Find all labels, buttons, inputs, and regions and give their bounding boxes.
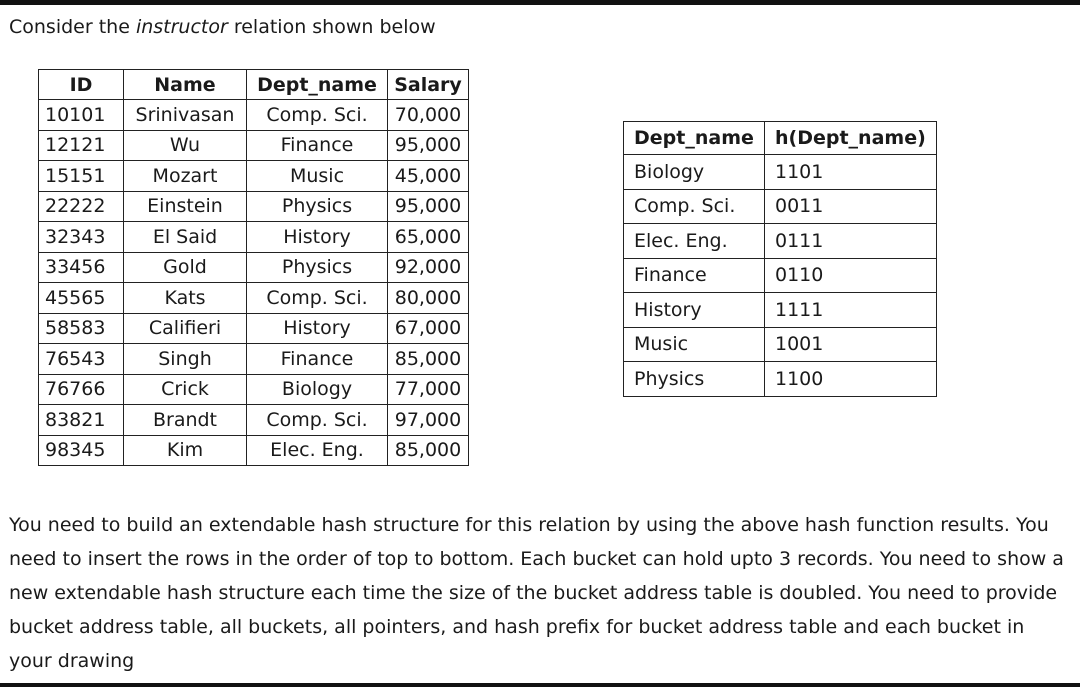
instructor-row <box>39 222 469 253</box>
instructor-name-cell: Einstein <box>124 191 247 222</box>
task-description <box>9 508 1071 678</box>
hash-row <box>624 189 937 224</box>
instructor-dept-cell: Finance <box>247 130 388 161</box>
instructor-id-cell: 76543 <box>39 344 124 375</box>
intro-suffix: relation shown below <box>227 16 436 38</box>
instructor-salary-cell: 95,000 <box>388 130 469 161</box>
instructor-salary-cell: 85,000 <box>388 344 469 375</box>
hash-value-cell: 1101 <box>765 155 937 190</box>
instructor-row <box>39 191 469 222</box>
hash-row <box>624 362 937 397</box>
instructor-id-cell: 15151 <box>39 161 124 192</box>
hash-value-cell: 0111 <box>765 224 937 259</box>
instructor-name-cell: El Said <box>124 222 247 253</box>
hash-header-dept: Dept_name <box>624 122 765 155</box>
instructor-name-cell: Brandt <box>124 405 247 436</box>
intro-emphasis: instructor <box>135 16 228 38</box>
instructor-header-row <box>39 70 469 100</box>
instructor-name-cell: Kim <box>124 435 247 466</box>
instructor-dept-cell: Biology <box>247 374 388 405</box>
instructor-dept-cell: Comp. Sci. <box>247 405 388 436</box>
instructor-name-cell: Gold <box>124 252 247 283</box>
hash-body <box>624 155 937 397</box>
hash-row <box>624 224 937 259</box>
hash-value-cell: 0011 <box>765 189 937 224</box>
instructor-id-cell: 45565 <box>39 283 124 314</box>
instructor-row <box>39 100 469 131</box>
instructor-header-dept: Dept_name <box>247 70 388 100</box>
instructor-row <box>39 130 469 161</box>
hash-function-table <box>623 121 937 397</box>
instructor-row <box>39 283 469 314</box>
hash-dept-cell: Elec. Eng. <box>624 224 765 259</box>
hash-dept-cell: History <box>624 293 765 328</box>
hash-dept-cell: Physics <box>624 362 765 397</box>
instructor-dept-cell: Finance <box>247 344 388 375</box>
instructor-id-cell: 32343 <box>39 222 124 253</box>
instructor-body <box>39 100 469 466</box>
hash-row <box>624 293 937 328</box>
instructor-name-cell: Srinivasan <box>124 100 247 131</box>
hash-row <box>624 258 937 293</box>
instructor-salary-cell: 67,000 <box>388 313 469 344</box>
instructor-dept-cell: History <box>247 313 388 344</box>
instructor-row <box>39 435 469 466</box>
intro-prefix: Consider the <box>9 16 136 38</box>
instructor-id-cell: 33456 <box>39 252 124 283</box>
instructor-id-cell: 10101 <box>39 100 124 131</box>
instructor-dept-cell: Comp. Sci. <box>247 100 388 131</box>
instructor-row <box>39 161 469 192</box>
intro-text <box>9 15 436 39</box>
hash-header-value: h(Dept_name) <box>765 122 937 155</box>
instructor-id-cell: 22222 <box>39 191 124 222</box>
instructor-id-cell: 76766 <box>39 374 124 405</box>
instructor-name-cell: Crick <box>124 374 247 405</box>
instructor-dept-cell: Physics <box>247 252 388 283</box>
instructor-salary-cell: 70,000 <box>388 100 469 131</box>
hash-dept-cell: Comp. Sci. <box>624 189 765 224</box>
instructor-name-cell: Mozart <box>124 161 247 192</box>
hash-dept-cell: Finance <box>624 258 765 293</box>
instructor-id-cell: 58583 <box>39 313 124 344</box>
instructor-name-cell: Wu <box>124 130 247 161</box>
instructor-salary-cell: 45,000 <box>388 161 469 192</box>
instructor-header-name: Name <box>124 70 247 100</box>
instructor-row <box>39 344 469 375</box>
instructor-id-cell: 98345 <box>39 435 124 466</box>
instructor-id-cell: 83821 <box>39 405 124 436</box>
hash-row <box>624 327 937 362</box>
instructor-row <box>39 405 469 436</box>
hash-row <box>624 155 937 190</box>
instructor-dept-cell: Physics <box>247 191 388 222</box>
hash-value-cell: 1111 <box>765 293 937 328</box>
instructor-name-cell: Kats <box>124 283 247 314</box>
hash-value-cell: 1100 <box>765 362 937 397</box>
instructor-header-salary: Salary <box>388 70 469 100</box>
task-paragraph: You need to build an extendable hash structure for this relation by using the above hash function results. You need to insert the rows in the order of top to bottom. Each bucket can hold upto 3 records. You need to show a new extendable hash structure each time the size of the bucket address table is doubled. You need to provide bucket address table, all buckets, all pointers, and hash prefix for bucket address table and each bucket in your drawing <box>9 514 1064 672</box>
instructor-salary-cell: 92,000 <box>388 252 469 283</box>
instructor-row <box>39 313 469 344</box>
bottom-border <box>0 683 1080 687</box>
top-border <box>0 0 1080 5</box>
instructor-table <box>38 69 469 466</box>
instructor-row <box>39 252 469 283</box>
instructor-name-cell: Califieri <box>124 313 247 344</box>
instructor-salary-cell: 65,000 <box>388 222 469 253</box>
hash-dept-cell: Biology <box>624 155 765 190</box>
instructor-header-id: ID <box>39 70 124 100</box>
instructor-name-cell: Singh <box>124 344 247 375</box>
hash-value-cell: 1001 <box>765 327 937 362</box>
hash-dept-cell: Music <box>624 327 765 362</box>
instructor-salary-cell: 85,000 <box>388 435 469 466</box>
instructor-dept-cell: Music <box>247 161 388 192</box>
instructor-salary-cell: 97,000 <box>388 405 469 436</box>
instructor-dept-cell: History <box>247 222 388 253</box>
hash-header-row <box>624 122 937 155</box>
instructor-dept-cell: Comp. Sci. <box>247 283 388 314</box>
instructor-dept-cell: Elec. Eng. <box>247 435 388 466</box>
instructor-salary-cell: 80,000 <box>388 283 469 314</box>
instructor-id-cell: 12121 <box>39 130 124 161</box>
instructor-salary-cell: 95,000 <box>388 191 469 222</box>
instructor-row <box>39 374 469 405</box>
hash-value-cell: 0110 <box>765 258 937 293</box>
instructor-salary-cell: 77,000 <box>388 374 469 405</box>
